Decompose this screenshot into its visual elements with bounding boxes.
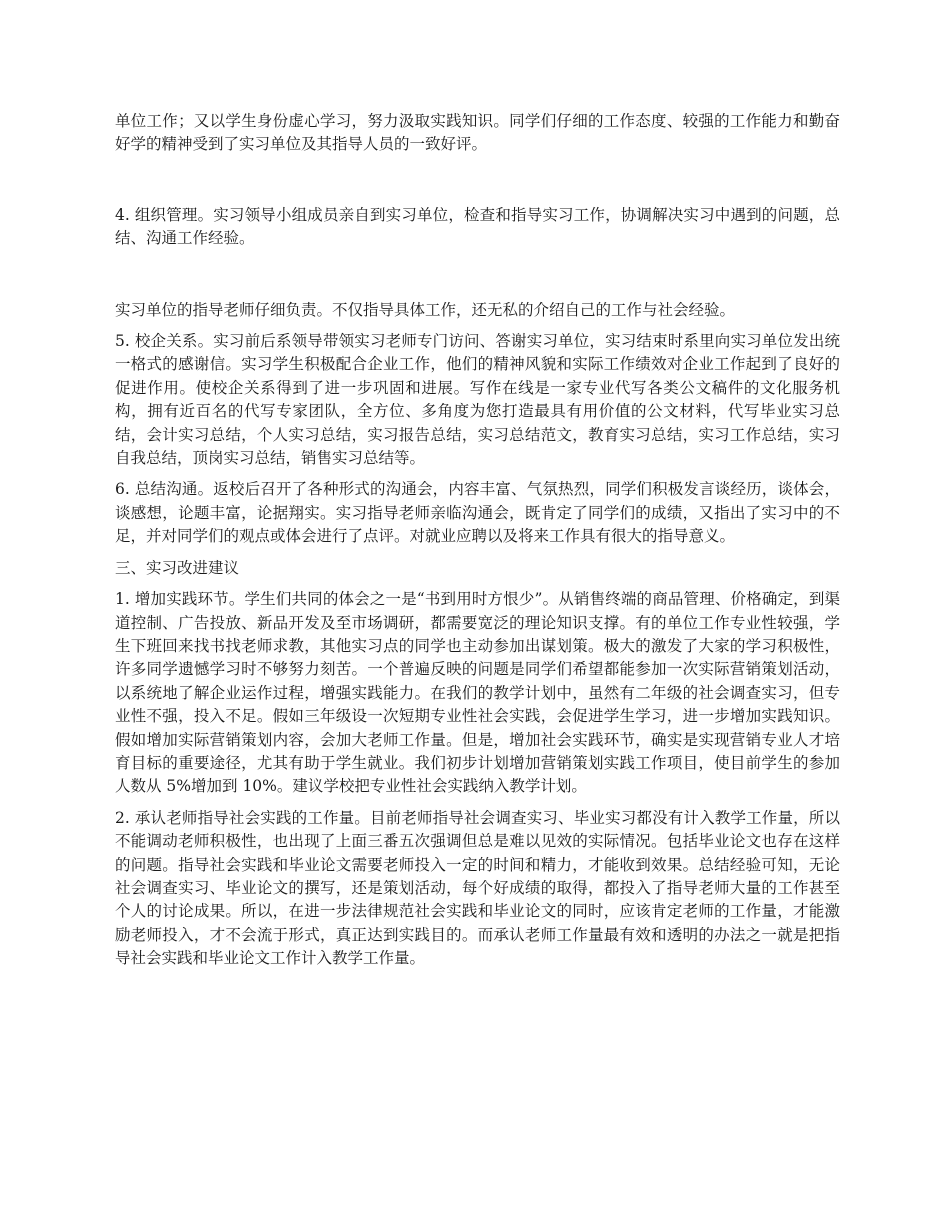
paragraph-internship-evaluation: 单位工作；又以学生身份虚心学习，努力汲取实践知识。同学们仔细的工作态度、较强的工作能力和勤奋好学的精神受到了实习单位及其指导人员的一致好评。 [115,112,840,154]
paragraph-organization-management: 4. 组织管理。实习领导小组成员亲自到实习单位，检查和指导实习工作，协调解决实习中遇到的问题，总结、沟通工作经验。 [115,205,840,248]
document-body [115,110,840,971]
section-heading-improvement-suggestions: 三、实习改进建议 [115,558,240,577]
paragraph-school-enterprise-relations: 5. 校企关系。实习前后系领导带领实习老师专门访问、答谢实习单位，实习结束时系里向实习单位发出统一格式的感谢信。实习学生积极配合企业工作，他们的精神风貌和实际工作绩效对企业工作起到了良好的促进作用。使校企关系得到了进一步巩固和进展。写作在线是一家专业代写各类公文稿件的文化服务机构，拥有近百名的代写专家团队，全方位、多角度为您打造最具有用价值的公文材料，代写毕业实习总结，会计实习总结，个人实习总结，实习报告总结，实习总结范文，教育实习总结，实习工作总结，实习自我总结，顶岗实习总结，销售实习总结等。 [115,332,840,468]
paragraph-guidance-teachers: 实习单位的指导老师仔细负责。不仅指导具体工作，还无私的介绍自己的工作与社会经验。 [115,300,736,319]
paragraph-increase-practice: 1. 增加实践环节。学生们共同的体会之一是“书到用时方恨少”。从销售终端的商品管理、价格确定，到渠道控制、广告投放、新品开发及至市场调研，都需要宽泛的理论知识支撑。有的单位工作专业性较强，学生下班回来找书找老师求教，其他实习点的同学也主动参加出谋划策。极大的激发了大家的学习积极性，许多同学遗憾学习时不够努力刻苦。一个普遍反映的问题是同学们希望都能参加一次实际营销策划活动，以系统地了解企业运作过程，增强实践能力。在我们的教学计划中，虽然有二年级的社会调查实习，但专业性不强，投入不足。假如三年级设一次短期专业性社会实践，会促进学生学习，进一步增加实践知识。假如增加实际营销策划内容，会加大老师工作量。但是，增加社会实践环节，确实是实现营销专业人才培育目标的重要途径，尤其有助于学生就业。我们初步计划增加营销策划实践工作项目，使目前学生的参加人数从 5%增加到 10%。建议学校把专业性社会实践纳入教学计划。 [115,590,840,796]
paragraph-summary-communication: 6. 总结沟通。返校后召开了各种形式的沟通会，内容丰富、气氛热烈，同学们积极发言谈经历，谈体会，谈感想，论题丰富，论据翔实。实习指导老师亲临沟通会，既肯定了同学们的成绩，又指出了实习中的不足，并对同学们的观点或体会进行了点评。对就业应聘以及将来工作具有很大的指导意义。 [115,480,840,546]
paragraph-teacher-workload: 2. 承认老师指导社会实践的工作量。目前老师指导社会调查实习、毕业实习都没有计入教学工作量，所以不能调动老师积极性，也出现了上面三番五次强调但总是难以见效的实际情况。包括毕业论文也存在这样的问题。指导社会实践和毕业论文需要老师投入一定的时间和精力，才能收到效果。总结经验可知，无论社会调查实习、毕业论文的撰写，还是策划活动，每个好成绩的取得，都投入了指导老师大量的工作甚至个人的讨论成果。所以，在进一步法律规范社会实践和毕业论文的同时，应该肯定老师的工作量，才能激励老师投入，才不会流于形式，真正达到实践目的。而承认老师工作量最有效和透明的办法之一就是把指导社会实践和毕业论文工作计入教学工作量。 [115,808,840,968]
